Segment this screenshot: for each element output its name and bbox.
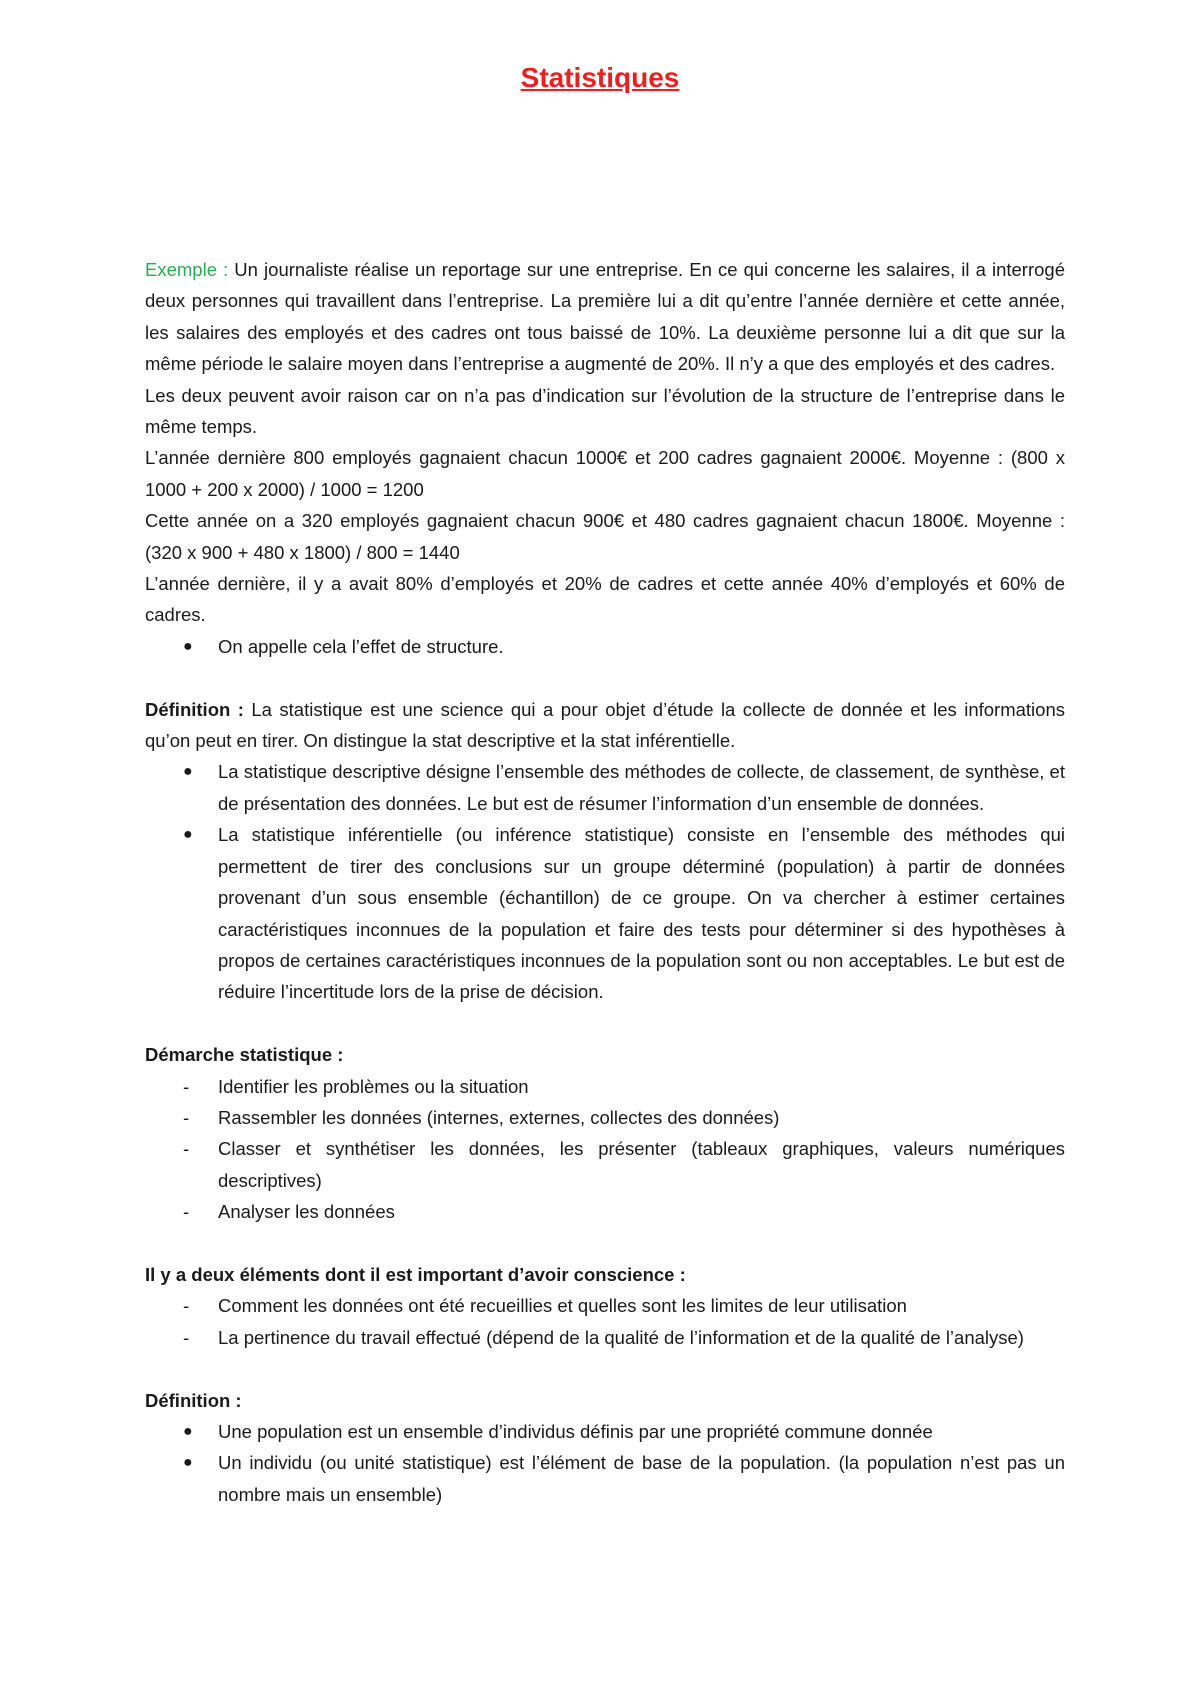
definition-bullet-list [145,756,1065,1007]
dash-icon: - [183,1138,190,1160]
definition2-heading: Définition : [145,1389,242,1411]
exemple-bullet-list [145,631,1065,662]
list-item: - Identifier les problèmes ou la situation [145,1071,1065,1102]
dash-icon: - [183,1295,190,1317]
document-body [145,254,1065,1510]
dash-icon: - [183,1106,190,1128]
definition-text: La statistique est une science qui a pour objet d’étude la collecte de donnée et les informations qu’on peut en tirer. On distingue la stat descriptive et la stat inférentielle. [145,698,1065,752]
definition2-bullet-list [145,1416,1065,1510]
dash-icon: - [183,1326,190,1348]
list-item: ● Une population est un ensemble d’individus définis par une propriété commune donnée [145,1416,1065,1447]
bullet-icon: ● [183,763,193,781]
list-item: - Rassembler les données (internes, externes, collectes des données) [145,1102,1065,1133]
exemple-line: Cette année on a 320 employés gagnaient chacun 900€ et 480 cadres gagnaient chacun 1800€. Moyenne : (320 x 900 + 480 x 1800) / 800 = 1440 [145,510,1065,563]
list-item: ● Un individu (ou unité statistique) est l’élément de base de la population. (la population n’est pas un nombre mais un ensemble) [145,1447,1065,1510]
demarche-heading: Démarche statistique : [145,1044,344,1066]
exemple-text: Un journaliste réalise un reportage sur une entreprise. En ce qui concerne les salaires, il a interrogé deux personnes qui travaillent dans l’entreprise. La première lui a dit qu’entre l’année dernière et cette année, les salaires des employés et des cadres ont tous baissé de 10%. La deuxième personne lui a dit que sur la même période le salaire moyen dans l’entreprise a augmenté de 20%. Il n’y a que des employés et des cadres. [145,259,1065,375]
demarche-list [145,1071,1065,1228]
exemple-line: L’année dernière 800 employés gagnaient chacun 1000€ et 200 cadres gagnaient 2000€. Moyenne : (800 x 1000 + 200 x 2000) / 1000 = 1200 [145,447,1065,500]
bullet-icon: ● [183,826,193,844]
definition-label: Définition : [145,698,244,720]
bullet-icon: ● [183,637,193,655]
dash-icon: - [183,1201,190,1223]
list-item: ● La statistique descriptive désigne l’ensemble des méthodes de collecte, de classement, de synthèse, et de présentation des données. Le but est de résumer l’information d’un ensemble de données. [145,756,1065,819]
definition-paragraph [145,694,1065,757]
list-item: ● La statistique inférentielle (ou inférence statistique) consiste en l’ensemble des méthodes qui permettent de tirer des conclusions sur un groupe déterminé (population) à partir de données provenant d’un sous ensemble (échantillon) de ce groupe. On va chercher à estimer certaines caractéristiques inconnues de la population et faire des tests pour déterminer si des hypothèses à propos de certaines caractéristiques inconnues de la population sont ou non acceptables. Le but est de réduire l’incertitude lors de la prise de décision. [145,819,1065,1007]
list-item: - Classer et synthétiser les données, les présenter (tableaux graphiques, valeurs numériques descriptives) [145,1133,1065,1196]
list-item: - Comment les données ont été recueillies et quelles sont les limites de leur utilisation [145,1290,1065,1321]
elements-heading: Il y a deux éléments dont il est important d’avoir conscience : [145,1263,686,1285]
page-title: Statistiques [520,62,680,93]
exemple-line: Les deux peuvent avoir raison car on n’a pas d’indication sur l’évolution de la structure de l’entreprise dans le même temps. [145,384,1065,438]
exemple-line: L’année dernière, il y a avait 80% d’employés et 20% de cadres et cette année 40% d’employés et 60% de cadres. [145,573,1065,626]
dash-icon: - [183,1075,190,1097]
bullet-icon: ● [183,1422,193,1440]
list-item: ● On appelle cela l’effet de structure. [145,631,1065,662]
elements-list [145,1290,1065,1353]
list-item: - La pertinence du travail effectué (dépend de la qualité de l’information et de la qualité de l’analyse) [145,1322,1065,1353]
list-item: - Analyser les données [145,1196,1065,1227]
bullet-icon: ● [183,1454,193,1472]
exemple-label: Exemple : [145,259,229,280]
exemple-paragraph [145,254,1065,380]
